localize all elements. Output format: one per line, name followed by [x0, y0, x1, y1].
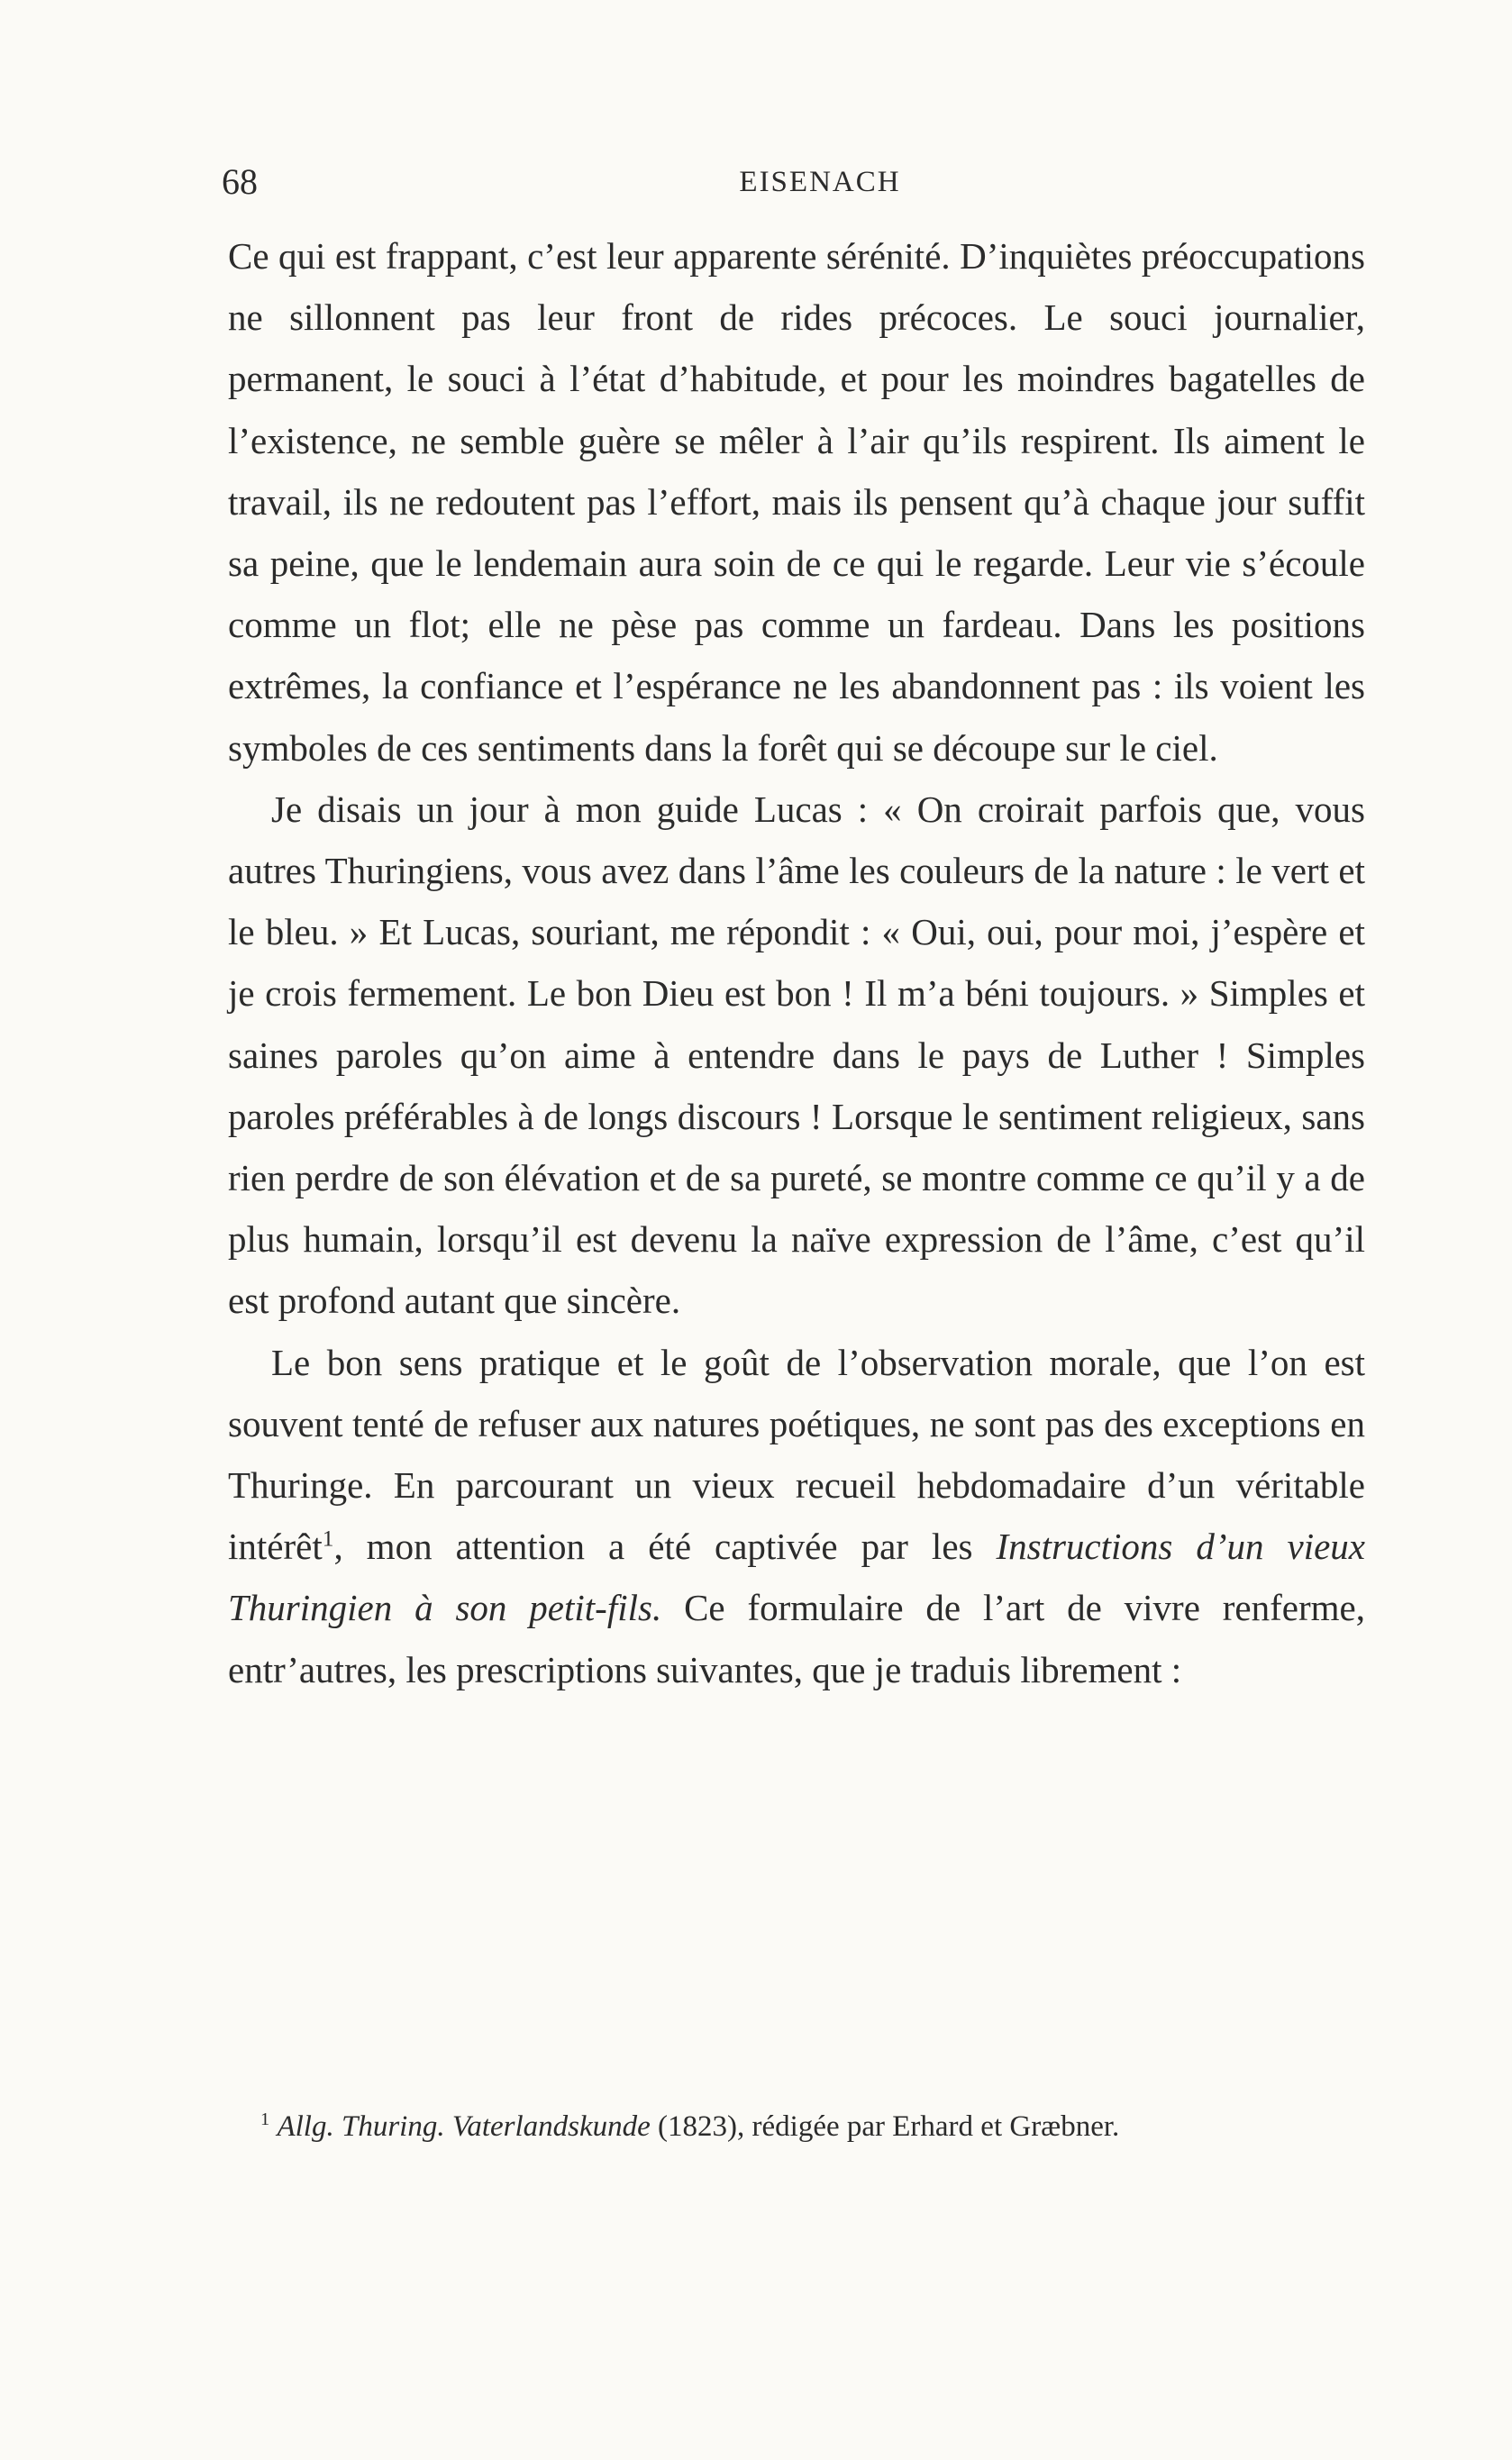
page-number: 68	[222, 161, 258, 202]
book-title-italic: Instructions d’un vieux Thuringien à son petit-fils.	[228, 1526, 1365, 1629]
running-title: EISENACH	[739, 166, 901, 198]
footnote	[228, 2104, 1365, 2149]
page-header	[222, 155, 1364, 209]
footnote-reference: 1	[322, 1526, 334, 1552]
paragraph-2: Je disais un jour à mon guide Lucas : « On croirait parfois que, vous autres Thuringiens, vous avez dans l’âme les couleurs de la nature : le vert et le bleu. » Et Lucas, souriant, me répondit : « Oui, oui, pour moi, j’espère et je crois fermement. Le bon Dieu est bon ! Il m’a béni toujours. » Simples et saines paroles qu’on aime à entendre dans le pays de Luther ! Simples paroles préférables à de longs discours ! Lorsque le sentiment religieux, sans rien perdre de son élévation et de sa pureté, se montre comme ce qu’il y a de plus humain, lorsqu’il est devenu la naïve expression de l’âme, c’est qu’il est profond autant que sincère.	[228, 788, 1365, 1322]
paragraph-3-text-end: Ce formulaire de l’art de vivre renferme, entr’autres, les prescriptions suivantes, que je traduis librement :	[228, 1587, 1365, 1690]
paragraph-3-text-middle: , mon attention a été captivée par les	[333, 1526, 997, 1568]
footnote-mark: 1	[260, 2109, 270, 2129]
paragraph-1: Ce qui est frappant, c’est leur apparente sérénité. D’inquiètes préoccupations ne sillonnent pas leur front de rides précoces. Le souci journalier, permanent, le souci à l’état d’habitude, et pour les moindres bagatelles de l’existence, ne semble guère se mêler à l’air qu’ils respirent. Ils aiment le travail, ils ne redoutent pas l’effort, mais ils pensent qu’à chaque jour suffit sa peine, que le lendemain aura soin de ce qui le regarde. Leur vie s’écoule comme un flot; elle ne pèse pas comme un fardeau. Dans les positions extrêmes, la confiance et l’espérance ne les abandonnent pas : ils voient les symboles de ces sentiments dans la forêt qui se découpe sur le ciel.	[228, 235, 1365, 769]
footnote-source-title: Allg. Thuring. Vaterlandskunde	[277, 2110, 651, 2143]
paragraph-3	[228, 1332, 1365, 1700]
footnote-text: (1823), rédigée par Erhard et Græbner.	[650, 2110, 1120, 2143]
body-text	[228, 225, 1365, 1700]
paragraph-3-text-start: Le bon sens pratique et le goût de l’observation morale, que l’on est souvent tenté de refuser aux natures poétiques, ne sont pas des exceptions en Thuringe. En parcourant un vieux recueil hebdomadaire d’un véritable intérêt	[228, 1341, 1365, 1568]
